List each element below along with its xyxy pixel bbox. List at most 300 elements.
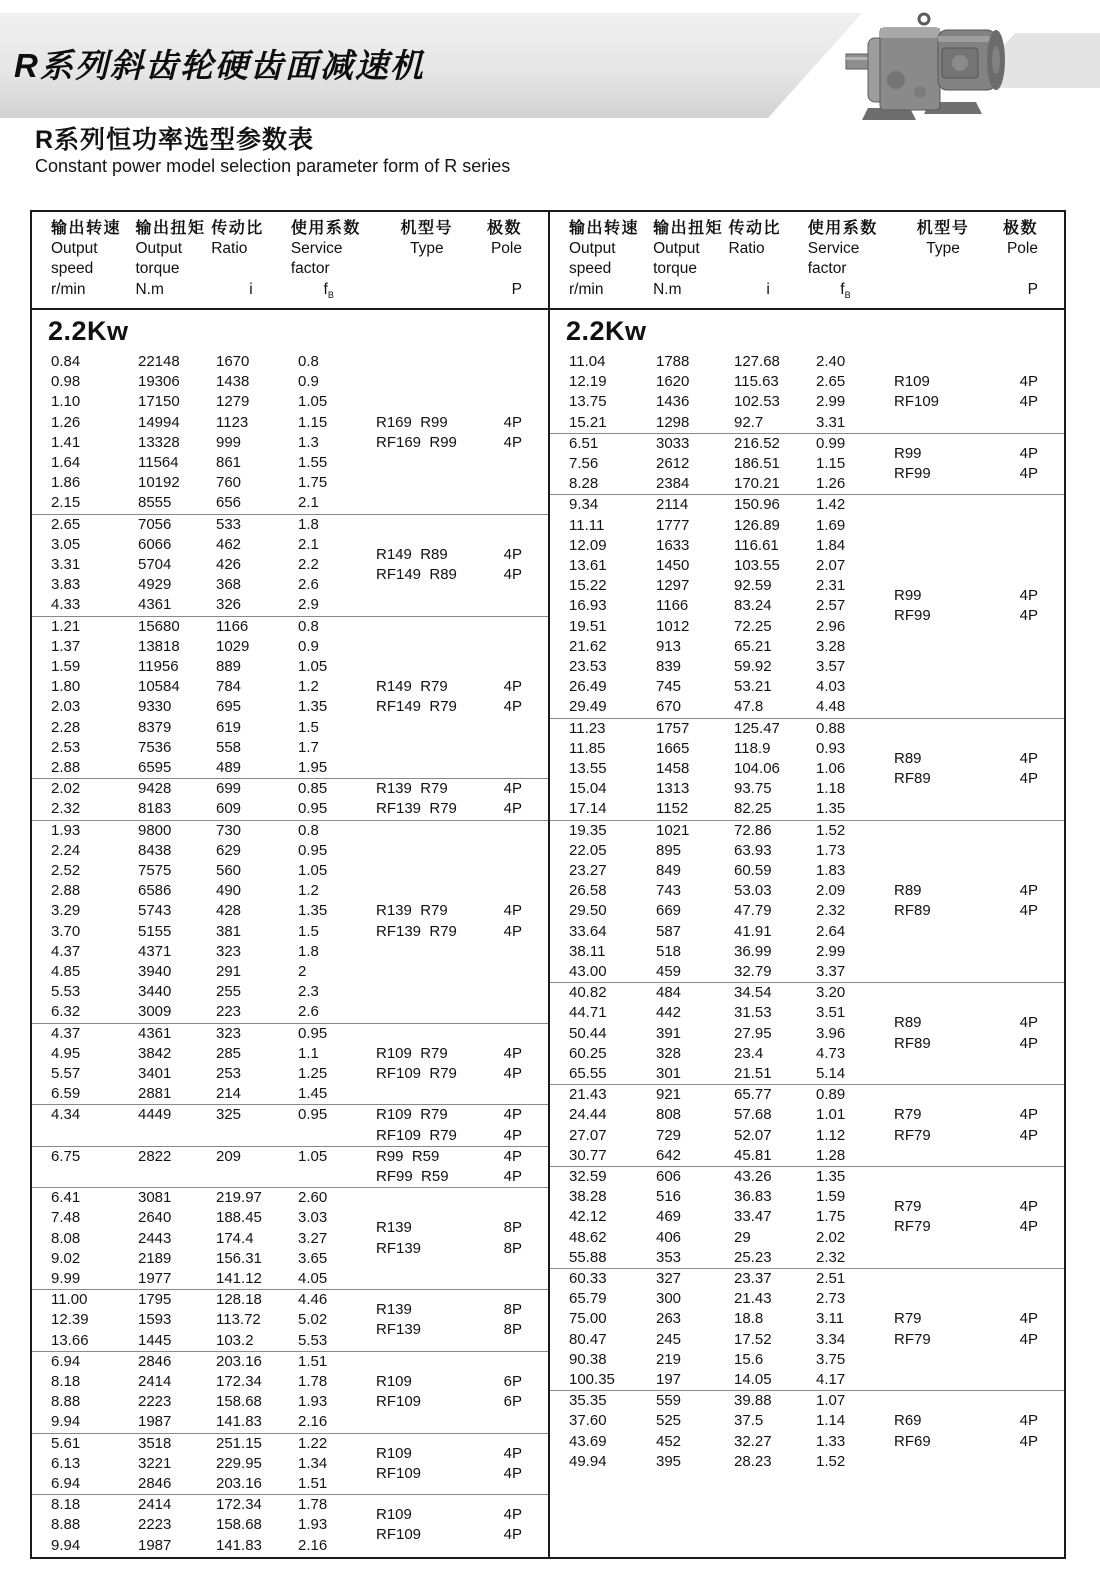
group-poles — [500, 352, 548, 514]
table-row — [32, 1249, 376, 1269]
cell-speed: 11.00 — [51, 1291, 88, 1309]
header-pole-en2 — [487, 259, 522, 279]
cell-factor: 2.9 — [298, 596, 319, 614]
cell-torque: 1166 — [656, 597, 689, 615]
table-row — [32, 1188, 376, 1208]
cell-speed: 3.05 — [51, 535, 81, 553]
cell-factor: 2.6 — [298, 1003, 319, 1021]
type-label: R79 — [894, 1106, 922, 1124]
table-row — [550, 1289, 894, 1309]
cell-torque: 13328 — [138, 433, 180, 451]
cell-torque: 9428 — [138, 780, 172, 798]
cell-ratio: 172.34 — [216, 1496, 262, 1514]
group-values — [32, 1105, 376, 1145]
header-type-en2 — [367, 259, 487, 279]
cell-torque: 7056 — [138, 515, 172, 533]
cell-ratio: 33.47 — [734, 1208, 772, 1226]
row-group — [550, 494, 1064, 717]
cell-factor: 2.40 — [816, 353, 846, 370]
cell-speed: 65.55 — [569, 1064, 607, 1082]
type-label: R79 — [894, 1310, 922, 1328]
cell-speed: 2.52 — [51, 861, 81, 879]
cell-speed: 1.93 — [51, 821, 81, 839]
cell-speed: 33.64 — [569, 922, 607, 940]
cell-ratio: 37.5 — [734, 1412, 764, 1430]
group-poles — [500, 1352, 548, 1433]
cell-speed: 90.38 — [569, 1350, 607, 1368]
cell-factor: 1.35 — [298, 902, 328, 920]
cell-factor: 0.95 — [298, 1106, 328, 1124]
group-poles — [500, 1495, 548, 1556]
cell-ratio: 323 — [216, 1024, 242, 1042]
cell-speed: 8.18 — [51, 1496, 81, 1514]
pole-label: 4P — [503, 566, 522, 584]
cell-ratio: 784 — [216, 678, 242, 696]
cell-torque: 1297 — [656, 577, 690, 595]
group-values — [32, 779, 376, 819]
cell-speed: 60.33 — [569, 1269, 607, 1287]
cell-torque: 895 — [656, 841, 682, 859]
table-row — [32, 718, 376, 738]
group-types — [376, 1147, 500, 1187]
cell-ratio: 156.31 — [216, 1249, 262, 1267]
header-pole-en1: Pole — [1006, 240, 1038, 257]
table-row — [32, 697, 376, 717]
cell-factor: 1.95 — [298, 758, 328, 776]
table-row — [550, 1411, 894, 1431]
cell-factor: 4.46 — [298, 1291, 328, 1309]
pole-label: 4P — [503, 902, 522, 920]
cell-speed: 3.70 — [51, 922, 81, 940]
table-row — [32, 1084, 376, 1104]
header-ratio-unit: i — [766, 281, 770, 298]
cell-torque: 729 — [656, 1126, 682, 1144]
cell-ratio: 656 — [216, 494, 242, 512]
header-speed-zh: 输出转速 — [569, 220, 640, 237]
cell-torque: 395 — [656, 1452, 682, 1470]
cell-ratio: 462 — [216, 535, 242, 553]
cell-factor: 1.55 — [298, 453, 328, 471]
cell-torque: 670 — [656, 698, 682, 716]
group-poles — [1018, 1391, 1064, 1472]
cell-speed: 15.21 — [569, 413, 607, 431]
group-values — [32, 1352, 376, 1433]
table-row — [550, 1187, 894, 1207]
group-types — [894, 1085, 1018, 1166]
cell-factor: 2.99 — [816, 393, 846, 411]
group-types — [894, 434, 1018, 495]
cell-speed: 6.32 — [51, 1003, 81, 1021]
header-ratio-zh: 传动比 — [728, 220, 781, 237]
cell-factor: 4.73 — [816, 1044, 846, 1062]
group-values — [550, 983, 894, 1084]
cell-torque: 1012 — [656, 617, 690, 635]
cell-factor: 3.57 — [816, 657, 846, 675]
cell-factor: 3.34 — [816, 1330, 846, 1348]
header-torque-en1: Output — [135, 240, 183, 257]
cell-speed: 26.49 — [569, 678, 607, 696]
type-label: R109 R79 — [376, 1044, 448, 1062]
cell-factor: 2.09 — [816, 882, 846, 900]
table-row — [32, 1536, 376, 1556]
cell-torque: 3081 — [138, 1189, 172, 1207]
cell-factor: 0.8 — [298, 821, 319, 839]
cell-speed: 7.48 — [51, 1209, 81, 1227]
cell-ratio: 186.51 — [734, 454, 780, 472]
header-pole-unit: P — [511, 281, 522, 298]
type-label: RF149 R79 — [376, 698, 457, 716]
cell-ratio: 326 — [216, 596, 242, 614]
header-torque-en1: Output — [653, 240, 700, 257]
type-label: R79 — [894, 1198, 922, 1216]
cell-factor: 1.15 — [298, 413, 328, 431]
group-types — [376, 1105, 500, 1145]
group-types — [376, 617, 500, 779]
header-pole-en1: Pole — [490, 240, 522, 257]
group-types — [894, 1269, 1018, 1390]
table-row — [550, 576, 894, 596]
cell-ratio: 141.12 — [216, 1269, 262, 1287]
cell-torque: 642 — [656, 1146, 682, 1164]
cell-ratio: 34.54 — [734, 984, 772, 1002]
cell-torque: 1436 — [656, 393, 690, 411]
cell-speed: 3.83 — [51, 576, 81, 594]
cell-factor: 1.3 — [298, 433, 319, 451]
cell-factor: 1.78 — [298, 1496, 328, 1514]
cell-speed: 12.39 — [51, 1311, 89, 1329]
group-poles — [500, 1434, 548, 1495]
cell-ratio: 368 — [216, 576, 242, 594]
cell-torque: 406 — [656, 1228, 682, 1246]
pole-label: 4P — [503, 800, 522, 818]
type-label: R109 R79 — [376, 1106, 448, 1124]
cell-speed: 19.35 — [569, 821, 607, 839]
cell-ratio: 219.97 — [216, 1189, 262, 1207]
cell-factor: 0.95 — [298, 841, 328, 859]
header-ratio-unit: i — [249, 281, 253, 298]
group-values — [32, 1434, 376, 1495]
type-label: RF109 — [376, 1464, 422, 1482]
pole-label: 4P — [503, 1126, 522, 1144]
row-group — [550, 718, 1064, 820]
table-row — [32, 799, 376, 819]
cell-torque: 219 — [656, 1350, 682, 1368]
cell-torque: 1298 — [656, 413, 690, 431]
type-label: RF139 — [376, 1239, 422, 1257]
header-ratio-en1: Ratio — [211, 240, 248, 257]
cell-torque: 5743 — [138, 902, 172, 920]
pole-label: 8P — [503, 1321, 522, 1339]
table-row — [550, 495, 894, 515]
cell-speed: 13.61 — [569, 556, 607, 574]
table-row — [550, 1044, 894, 1064]
cell-ratio: 118.9 — [734, 739, 771, 757]
cell-torque: 3401 — [138, 1064, 172, 1082]
cell-ratio: 39.88 — [734, 1392, 772, 1410]
cell-torque: 1777 — [656, 516, 690, 534]
table-row — [32, 901, 376, 921]
cell-torque: 327 — [656, 1269, 682, 1287]
cell-factor: 1.28 — [816, 1146, 846, 1164]
cell-factor: 1.83 — [816, 861, 846, 879]
cell-ratio: 53.03 — [734, 882, 772, 900]
table-row — [32, 413, 376, 433]
table-row — [32, 1229, 376, 1249]
group-values — [550, 434, 894, 495]
cell-speed: 24.44 — [569, 1106, 607, 1124]
cell-ratio: 45.81 — [734, 1146, 772, 1164]
type-label: RF149 R89 — [376, 566, 457, 584]
table-row — [550, 1370, 894, 1390]
cell-factor: 2.02 — [816, 1228, 846, 1246]
table-row — [32, 1064, 376, 1084]
cell-torque: 516 — [656, 1188, 682, 1206]
pole-label: 8P — [503, 1239, 522, 1257]
cell-speed: 80.47 — [569, 1330, 607, 1348]
cell-speed: 55.88 — [569, 1248, 607, 1266]
cell-factor: 1.51 — [298, 1352, 328, 1370]
cell-factor: 2.6 — [298, 576, 319, 594]
header-torque-unit: N.m — [653, 281, 682, 298]
table-row — [550, 1085, 894, 1105]
row-group — [32, 1187, 548, 1289]
cell-ratio: 1438 — [216, 373, 250, 391]
pole-label: 4P — [503, 780, 522, 798]
table-row — [550, 881, 894, 901]
cell-torque: 2443 — [138, 1229, 172, 1247]
cell-ratio: 25.23 — [734, 1248, 772, 1266]
cell-factor: 3.03 — [298, 1209, 328, 1227]
cell-speed: 16.93 — [569, 597, 607, 615]
cell-ratio: 426 — [216, 555, 242, 573]
type-label: RF99 R59 — [376, 1167, 449, 1185]
cell-ratio: 629 — [216, 841, 242, 859]
cell-torque: 1620 — [656, 373, 690, 391]
cell-factor: 1.8 — [298, 515, 319, 533]
table-row — [550, 474, 894, 494]
header-factor-zh: 使用系数 — [807, 220, 878, 237]
table-row — [32, 1434, 376, 1454]
table-row — [550, 596, 894, 616]
cell-ratio: 1166 — [216, 617, 249, 635]
cell-speed: 5.57 — [51, 1064, 81, 1082]
cell-factor: 2.99 — [816, 942, 846, 960]
group-poles — [500, 821, 548, 1023]
table-row — [550, 1146, 894, 1166]
cell-factor: 0.95 — [298, 800, 328, 818]
cell-torque: 3842 — [138, 1044, 172, 1062]
cell-ratio: 83.24 — [734, 597, 772, 615]
cell-speed: 2.28 — [51, 718, 81, 736]
cell-torque: 1021 — [656, 821, 690, 839]
type-label: RF89 — [894, 902, 931, 920]
group-types — [894, 1391, 1018, 1472]
table-row — [32, 1412, 376, 1432]
cell-factor: 1.7 — [298, 738, 319, 756]
cell-speed: 11.85 — [569, 739, 606, 757]
cell-factor: 3.37 — [816, 962, 846, 980]
table-row — [550, 1064, 894, 1084]
cell-factor: 1.35 — [816, 800, 846, 818]
header-speed — [550, 219, 653, 308]
cell-speed: 13.75 — [569, 393, 607, 411]
cell-factor: 2.65 — [816, 373, 846, 391]
row-group — [550, 433, 1064, 495]
table-row — [550, 1228, 894, 1248]
cell-torque: 1757 — [656, 719, 690, 737]
cell-speed: 2.88 — [51, 882, 81, 900]
row-group — [550, 820, 1064, 983]
type-label: R89 — [894, 1014, 922, 1032]
pole-label: 4P — [1019, 770, 1038, 788]
table-row — [550, 779, 894, 799]
table-row — [550, 759, 894, 779]
cell-torque: 9330 — [138, 698, 172, 716]
cell-torque: 301 — [656, 1064, 682, 1082]
cell-speed: 60.25 — [569, 1044, 607, 1062]
cell-factor: 1.59 — [816, 1188, 846, 1206]
cell-ratio: 381 — [216, 922, 242, 940]
parameter-table — [30, 210, 1066, 1559]
group-values — [32, 1290, 376, 1351]
group-values — [550, 821, 894, 983]
cell-ratio: 533 — [216, 515, 242, 533]
group-values — [550, 1167, 894, 1268]
table-row — [32, 473, 376, 493]
table-row — [32, 1392, 376, 1412]
cell-ratio: 128.18 — [216, 1291, 262, 1309]
group-poles — [500, 1105, 548, 1145]
cell-torque: 5155 — [138, 922, 172, 940]
cell-ratio: 32.27 — [734, 1432, 772, 1450]
cell-factor: 1.07 — [816, 1392, 846, 1410]
header-factor-en2: factor — [290, 260, 330, 277]
header-pole-zh: 极数 — [1002, 220, 1038, 237]
cell-speed: 11.04 — [569, 353, 606, 370]
type-label: RF79 — [894, 1218, 931, 1236]
factor-unit-sub: B — [327, 290, 334, 301]
pole-label: 4P — [503, 1167, 522, 1185]
cell-ratio: 253 — [216, 1064, 242, 1082]
cell-speed: 15.04 — [569, 780, 607, 798]
cell-ratio: 47.79 — [734, 902, 772, 920]
cell-ratio: 43.26 — [734, 1167, 772, 1185]
cell-torque: 3440 — [138, 983, 172, 1001]
row-group — [32, 1023, 548, 1105]
table-row — [550, 1207, 894, 1227]
cell-ratio: 57.68 — [734, 1106, 772, 1124]
group-poles — [500, 617, 548, 779]
table-row — [550, 372, 894, 392]
cell-torque: 469 — [656, 1208, 682, 1226]
cell-factor: 1.5 — [298, 922, 319, 940]
cell-torque: 245 — [656, 1330, 682, 1348]
cell-speed: 17.14 — [569, 800, 607, 818]
pole-label: 4P — [503, 922, 522, 940]
cell-ratio: 1029 — [216, 637, 250, 655]
cell-torque: 2189 — [138, 1249, 172, 1267]
cell-speed: 27.07 — [569, 1126, 607, 1144]
pole-label: 4P — [1019, 587, 1038, 605]
cell-speed: 15.22 — [569, 577, 607, 595]
cell-speed: 4.85 — [51, 962, 81, 980]
pole-label: 4P — [1019, 1034, 1038, 1052]
type-label: RF79 — [894, 1330, 931, 1348]
cell-factor: 4.03 — [816, 678, 846, 696]
table-row — [550, 1309, 894, 1329]
cell-speed: 9.99 — [51, 1269, 81, 1287]
group-poles — [500, 1024, 548, 1105]
cell-factor: 0.95 — [298, 1024, 328, 1042]
cell-speed: 1.41 — [51, 433, 81, 451]
pole-label: 4P — [503, 1464, 522, 1482]
cell-torque: 263 — [656, 1310, 682, 1328]
cell-speed: 6.51 — [569, 434, 599, 452]
cell-speed: 1.26 — [51, 413, 81, 431]
type-label: R139 R79 — [376, 780, 448, 798]
cell-torque: 913 — [656, 637, 682, 655]
table-row — [550, 637, 894, 657]
header-factor-unit — [808, 279, 883, 301]
header-speed-en1: Output — [569, 240, 616, 257]
cell-ratio: 127.68 — [734, 353, 780, 370]
table-row — [32, 1208, 376, 1228]
banner-title: R系列斜齿轮硬齿面减速机 — [14, 47, 425, 84]
table-row — [550, 536, 894, 556]
cell-speed: 8.88 — [51, 1516, 81, 1534]
cell-ratio: 93.75 — [734, 780, 772, 798]
cell-ratio: 141.83 — [216, 1413, 262, 1431]
cell-torque: 9800 — [138, 821, 172, 839]
factor-unit-main: f — [323, 281, 328, 298]
group-poles — [1018, 434, 1064, 495]
cell-speed: 8.08 — [51, 1229, 81, 1247]
cell-factor: 1.5 — [298, 718, 319, 736]
cell-torque: 1795 — [138, 1291, 172, 1309]
cell-torque: 1633 — [656, 536, 690, 554]
cell-torque: 19306 — [138, 373, 180, 391]
cell-torque: 15680 — [138, 617, 180, 635]
cell-factor: 4.48 — [816, 698, 846, 716]
table-row — [32, 1372, 376, 1392]
cell-speed: 1.37 — [51, 637, 81, 655]
table-row — [32, 637, 376, 657]
cell-speed: 9.94 — [51, 1536, 81, 1554]
group-types — [376, 352, 500, 514]
cell-ratio: 31.53 — [734, 1004, 772, 1022]
cell-torque: 559 — [656, 1392, 682, 1410]
cell-speed: 40.82 — [569, 984, 607, 1002]
pole-label: 6P — [503, 1372, 522, 1390]
table-row — [32, 1147, 376, 1167]
cell-factor: 2.1 — [298, 494, 319, 512]
cell-ratio: 223 — [216, 1003, 242, 1021]
table-row — [32, 555, 376, 575]
group-poles — [500, 515, 548, 616]
group-values — [32, 617, 376, 779]
header-pole-en2 — [1003, 259, 1038, 279]
cell-ratio: 59.92 — [734, 657, 772, 675]
cell-torque: 22148 — [138, 353, 180, 370]
cell-speed: 23.27 — [569, 861, 607, 879]
cell-speed: 30.77 — [569, 1146, 607, 1164]
cell-speed: 2.24 — [51, 841, 81, 859]
cell-ratio: 21.43 — [734, 1290, 772, 1308]
gear-motor-illustration — [838, 2, 1013, 130]
cell-ratio: 82.25 — [734, 800, 772, 818]
type-label: R149 R89 — [376, 545, 448, 563]
table-row — [550, 392, 894, 412]
